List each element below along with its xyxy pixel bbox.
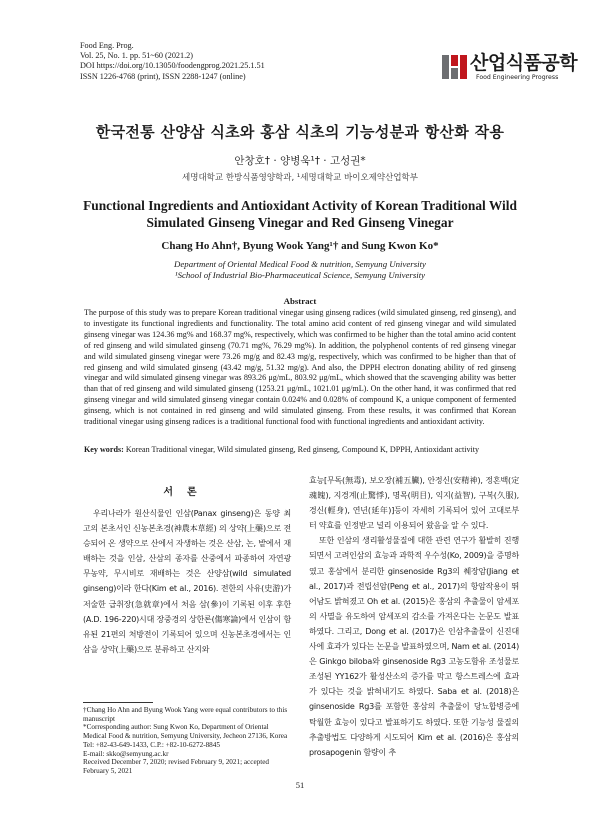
affiliation-english-line2: ¹School of Industrial Bio-Pharmaceutical Science, Semyung University bbox=[174, 270, 426, 280]
paper-title-english-line2: Simulated Ginseng Vinegar and Red Ginseng Vinegar bbox=[146, 215, 454, 230]
keywords bbox=[84, 445, 516, 455]
journal-volume: Vol. 25, No. 1. pp. 51~60 (2021.2) bbox=[80, 51, 193, 61]
paper-title-english bbox=[60, 197, 540, 231]
authors-korean: 안창호† · 양병욱¹† · 고성권* bbox=[234, 155, 366, 167]
journal-logo-subtitle: Food Engineering Progress bbox=[476, 74, 559, 81]
footnote-divider bbox=[83, 702, 153, 703]
abstract-heading: Abstract bbox=[283, 296, 317, 306]
introduction-paragraph-1-continued: 효능[무독(無毒), 보오장(補五臟), 안정신(安精神), 정혼백(定魂魄), 지경계(止驚悸), 명목(明目), 익지(益智), 구복(久服), 경신(輕身), 연년(延年)]등이 자세히 기록되어 있어 고대로부터 약효를 인정받고 널리 이용되어 왔음을 알 수 있다. bbox=[309, 476, 519, 531]
introduction-left-column bbox=[83, 506, 291, 657]
introduction-heading: 서론 bbox=[163, 487, 211, 498]
affiliation-english bbox=[0, 259, 600, 281]
journal-logo-icon bbox=[440, 52, 470, 82]
paper-title-english-line1: Functional Ingredients and Antioxidant Activity of Korean Traditional Wild bbox=[83, 198, 517, 213]
authors-english: Chang Ho Ahn†, Byung Wook Yang¹† and Sung Kwon Ko* bbox=[161, 240, 439, 252]
abstract-body: The purpose of this study was to prepare Korean traditional vinegar using ginseng radices (wild simulated ginseng, red ginseng), and to investigate its functional ingredients and functionality. The total amino acid content of red ginseng vinegar and wild simulated ginseng vinegar was 124.36 mg% and 168.37 mg%, respectively, which was confirmed to be higher than the total amino acid content of red ginseng and wild simulated ginseng (70.71 mg%, 76.29 mg%). In addition, the polyphenol contents of red ginseng vinegar and wild simulated ginseng vinegar were 73.26 mg/g and 82.43 mg/g, respectively, which was confirmed to be higher than that of red ginseng and wild simulated ginseng (43.42 mg/g, 51.32 mg/g). And also, the DPPH electron donating ability of red ginseng vinegar and wild simulated ginseng vinegar was 893.26 μg/mL, 803.92 μg/mL, which showed that the scavenging ability was better than that of red ginseng and wild simulated ginseng (1253.21 μg/mL, 1021.01 μg/mL). On the other hand, it was confirmed that red ginseng vinegar and wild simulated ginseng vinegar contain 0.024% and 0.028% of compound K, a unique component of fermented ginseng, which is not contained in red ginseng and wild simulated ginseng. From these results, it was confirmed that Korean traditional vinegar using ginseng radices is a traditional functional food with functional ingredients and antioxidant activity. bbox=[84, 308, 516, 427]
journal-name: Food Eng. Prog. bbox=[80, 41, 134, 50]
journal-logo bbox=[440, 50, 578, 92]
footnote-email: E-mail: skko@semyung.ac.kr bbox=[83, 749, 169, 758]
affiliation-korean: 세명대학교 한방식품영양학과, ¹세명대학교 바이오제약산업학부 bbox=[182, 173, 418, 183]
journal-issn: ISSN 1226-4768 (print), ISSN 2288-1247 (online) bbox=[80, 71, 246, 81]
keywords-text: Korean Traditional vinegar, Wild simulated ginseng, Red ginseng, Compound K, DPPH, Antioxidant activity bbox=[125, 445, 480, 454]
introduction-right-column bbox=[309, 473, 519, 760]
journal-doi: DOI https://doi.org/10.13050/foodengprog.2021.25.1.51 bbox=[80, 61, 265, 71]
journal-metadata bbox=[80, 41, 265, 82]
footnotes bbox=[83, 706, 293, 776]
footnote-equal-contribution: †Chang Ho Ahn and Byung Wook Yang were equal contributors to this manuscript bbox=[83, 706, 288, 723]
keywords-label: Key words: bbox=[84, 445, 124, 454]
page-number: 51 bbox=[295, 780, 305, 790]
paper-title-korean: 한국전통 산양삼 식초와 홍삼 식초의 기능성분과 항산화 작용 bbox=[95, 123, 505, 141]
footnote-corresponding-author: *Corresponding author: Sung Kwon Ko, Department of Oriental Medical Food & nutrition, Semyung University, Jecheon 27136, Korea bbox=[83, 723, 288, 741]
journal-logo-title: 산업식품공학 bbox=[470, 52, 578, 74]
introduction-paragraph-2: 또한 인삼의 생리활성물질에 대한 관련 연구가 활발히 진행되면서 고려인삼의 효능과 과학적 우수성(Ko, 2009)을 증명하였고 홍삼에서 분리한 ginsenoside Rg3의 췌장암(Jiang et al., 2017)과 전립선암(Peng et al., 2017)의 항암작용이 뛰어남도 밝혀졌고 Oh et al. (2015)은 홍삼의 추출물이 암세포의 사멸을 유도하여 암세포의 감소를 가져온다는 논문도 발표하였다. 그리고, Dong et al. (2017)은 인삼추출물이 신진대사에 효과가 있다는 논문을 발표하였으며, Nam et al. (2014)은 Ginkgo biloba와 ginsenoside Rg3 고농도함유 조성물로 조성된 YY162가 활성산소의 증가를 막고 항스트레스에 효과가 있다는 것을 밝혀내기도 하였다. Saba et al. (2018)은 ginsenoside Rg3를 포함한 홍삼의 추출물이 당뇨합병증에 탁월한 효능이 있다고 발표하기도 하였다. 또한 기능성 물질의 추출방법도 다양하게 시도되어 Kim et al. (2016)은 홍삼의 prosapogenin 함량이 추 bbox=[309, 536, 519, 757]
affiliation-english-line1: Department of Oriental Medical Food & nutrition, Semyung University bbox=[174, 259, 426, 269]
introduction-paragraph-1: 우리나라가 원산식물인 인삼(Panax ginseng)은 동양 최고의 본초서인 신농본초경(神農本草經) 의 상약(上藥)으로 전승되어 온 생약으로 산에서 자생하는 것은 산삼, 논, 밭에서 재배하는 것을 인삼, 산삼의 종자를 산중에서 파종하여 자연광 무농약, 무시비로 재배하는 것은 산양삼(wild simulated ginseng)이라 한다(Kim et al., 2016). 전한의 사유(史游)가 저술한 급취장(急就章)에서 처음 삼(參)이 기록된 이후 후한(A.D. 196-220)시대 장중경의 상한론(傷寒論)에서 인삼이 함유된 21편의 처방전이 기록되어 있으며 신농본초경에서는 인삼을 상약(上藥)으로 분류하고 산지와 bbox=[83, 509, 291, 654]
footnote-received-dates: Received December 7, 2020; revised February 9, 2021; accepted February 5, 2021 bbox=[83, 758, 270, 775]
footnote-telephone: Tel: +82-43-649-1433, C.P.: +82-10-6272-8845 bbox=[83, 740, 220, 749]
